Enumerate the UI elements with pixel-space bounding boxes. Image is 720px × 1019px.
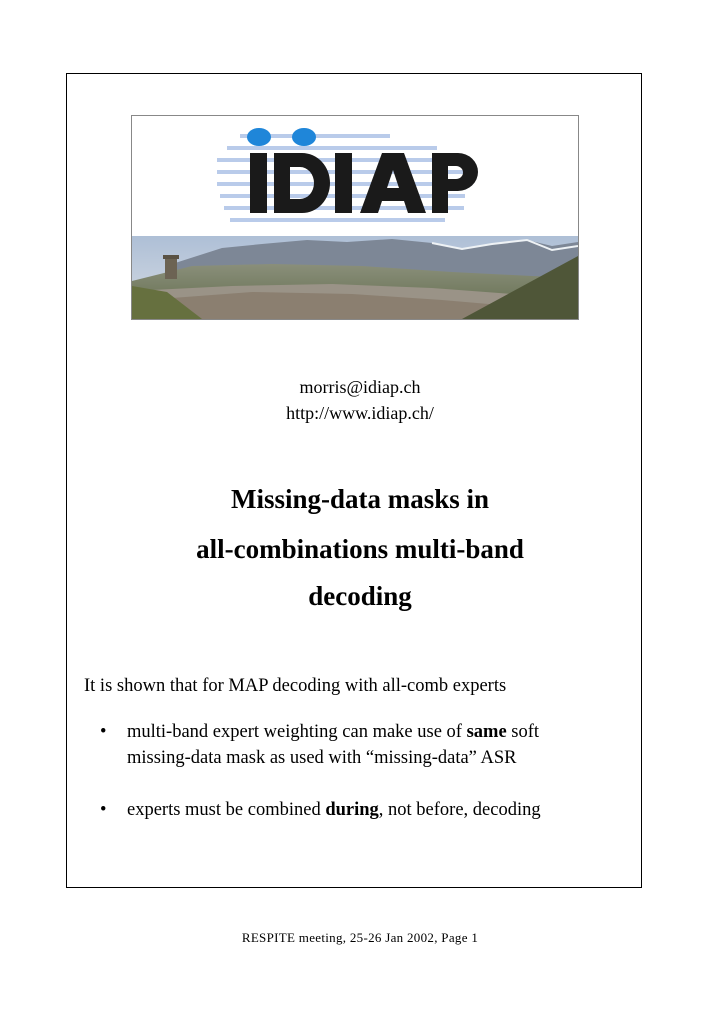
contact-url[interactable]: http://www.idiap.ch/	[286, 403, 434, 423]
title-line-2: all-combinations multi-band	[196, 534, 524, 564]
logo-dot-right	[292, 128, 316, 146]
bullet-1-line-1: multi-band expert weighting can make use of same soft	[127, 722, 540, 742]
landscape-photo	[132, 236, 578, 319]
title-line-1: Missing-data masks in	[230, 484, 490, 514]
intro-text: It is shown that for MAP decoding with all-comb experts	[84, 676, 507, 696]
idiap-logo-banner	[131, 115, 579, 320]
title-line-3: decoding	[308, 581, 412, 611]
bullet-2-text: experts must be combined during, not before, decoding	[127, 800, 541, 820]
idiap-logo-image	[132, 116, 578, 319]
bullet-icon: •	[100, 722, 107, 742]
bullet-icon: •	[100, 800, 107, 820]
logo-dot-left	[247, 128, 271, 146]
page-footer: RESPITE meeting, 25-26 Jan 2002, Page 1	[241, 930, 479, 945]
contact-email[interactable]: morris@idiap.ch	[299, 377, 421, 397]
bullet-1-line-2: missing-data mask as used with “missing-data” ASR	[127, 748, 517, 768]
